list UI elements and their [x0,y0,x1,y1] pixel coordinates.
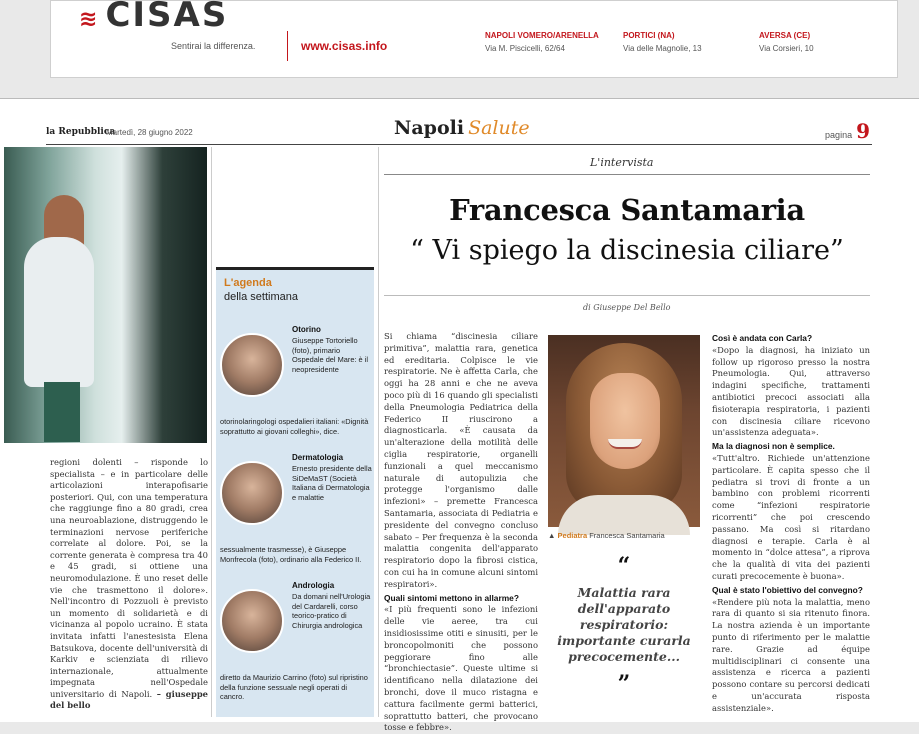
issue-date: Martedì, 28 giugno 2022 [106,128,193,137]
agenda-item [220,581,372,701]
location-city: NAPOLI VOMERO/ARENELLA [485,31,599,40]
paper-name: la Repubblica [46,127,116,137]
cisas-logo [79,0,228,35]
ad-url-link[interactable]: www.cisas.info [301,39,388,53]
agenda-item-tail: diretto da Maurizio Carrino (foto) sul ripristino della funzione sessuale negli operati di cancro. [220,673,368,702]
kicker-rule [384,174,870,175]
article-headline: Francesca Santamaria [449,193,805,227]
ad-location [759,29,814,55]
paragraph: «Tutt'altro. Richiede un'attenzione particolare. È capita spesso che il pediatra si trovi di fronte a un bambino con problemi ricorrenti come “infezioni respiratorie ricorrenti” che poi crescendo passano. Ma così si ritardano diagnosi e terapie. Carla è al momento in “dolce attesa”, a riprova che la qualità di vita dei pazienti curati precocemente è buona». [712,452,870,581]
ad-location [623,29,702,55]
page-number-value: 9 [856,119,870,143]
open-quote-icon: “ [617,553,631,579]
section-subtitle: Salute [468,117,530,139]
location-city: PORTICI (NA) [623,31,675,40]
portrait-photo [548,335,700,527]
page-number [825,119,870,143]
ad-divider [287,31,288,61]
column-divider [211,147,212,717]
section-title [394,117,530,139]
agenda-item-body: Da domani nell'Urologia del Cardarelli, corso teorico-pratico di Chirurgia andrologica [292,592,371,630]
interview-column-c [712,331,870,715]
agenda-item-tail: otorinolaringologi ospedalieri italiani: «Dignità soprattutto ai giovani colleghi», dice. [220,417,369,436]
article-byline: di Giuseppe Del Bello [583,303,671,312]
agenda-item [220,325,372,445]
pull-quote [548,555,700,705]
location-address: Via delle Magnolie, 13 [623,44,702,53]
caption-name: Francesca Santamaria [589,531,665,540]
agenda-subtitle: della settimana [224,291,298,303]
agenda-item-body: Ernesto presidente della SiDeMaST (Società Italiana di Dermatologia e malattie [292,464,372,502]
logo-text: CISAS [105,0,229,35]
agenda-item [220,453,372,573]
section-name: Napoli [394,117,465,139]
location-address: Via M. Piscicelli, 62/64 [485,44,565,53]
agenda-item-heading: Andrologia [292,581,335,590]
paragraph: «Rendere più nota la malattia, meno rara di quanto si sia ritenuto finora. La nostra azienda è un importante punto di riferimento per le malattie rare. Grazie ad équipe multidisciplinari ci consente una assistenza e ricerca a pazienti possono contare su percorsi dedicati e un'accurata risposta assistenziale». [712,596,870,713]
location-address: Via Corsieri, 10 [759,44,814,53]
column-divider [378,147,379,717]
agenda-rule [216,267,374,270]
interview-question: Quali sintomi mettono in allarme? [384,592,519,603]
location-city: AVERSA (CE) [759,31,811,40]
article-subheadline: “ Vi spiego la discinesia ciliare” [410,235,844,266]
advertisement-banner [50,0,898,78]
portrait-shirt [558,495,690,535]
close-quote-icon: ” [617,671,631,697]
byline-rule [384,295,870,296]
photo-caption: ▲ Pediatra Francesca Santamaria [548,531,665,540]
avatar [220,461,284,525]
paragraph: «I più frequenti sono le infezioni delle vie aeree, tra cui insidiosissime otiti e sinusiti, per le broncopolmoniti che possono peggiorare fino alle “bronchiectasie”. Queste ultime si identificano nella dilatazione dei bronchi, dove il muco ristagna e cattura facilmente germi batterici, soprattutto batteri, che provocano tosse e febbre». [384,604,538,733]
portrait-face [590,373,660,469]
interview-question: Così è andata con Carla? [712,333,813,343]
ad-location [485,29,599,55]
article-signature: – giuseppe del bello [50,688,208,711]
photo-figure-legs [44,382,80,442]
paragraph: «Dopo la diagnosi, ha iniziato un follow up rigoroso presso la nostra Pneumologia. Qui, attraverso indagini specifiche, trattamenti antibiotici precoci associati alla fisioterapia respiratoria, i pazienti con discinesia ciliare ricevono un'assistenza adeguata». [712,344,870,438]
avatar [220,333,284,397]
left-article-text [50,457,208,712]
article-body: regioni dolenti – risponde lo specialista – e in particolare delle articolazioni interapofisarie posteriori. Qui, con una temperatura che raggiunge fino a 80 gradi, crea una neuroablazione, distruggendo le terminazioni nervose periferiche correlate al dolore. Poi, se la corrente generata è compresa tra 40 e 45 gradi, si ottiene una neuromodulazione. È uno reset delle vie che trasmettono il dolore». Nell'incontro di Pozzuoli è previsto un momento di solidarietà e di vicinanza al popolo ucraino. È stata invitata infatti l'anestesista Elena Batsukova, docente dell'università di Karkiv e scienziata di rilievo internazionale, attualmente impegnata nell'Ospedale universitario di Napoli. [50,457,208,699]
portrait-smile [608,439,642,449]
interview-column-a [384,331,538,734]
agenda-item-heading: Otorino [292,325,321,334]
paragraph: Si chiama “discinesia ciliare primitiva”, malattia rara, genetica ed ereditaria. Colpisce le vie respiratorie. Ne è affetta Carla, che oggi ha 28 anni e che ne aveva poco più di 16 quando gli specialisti della Pneumologia Pediatrica della Federico II riuscirono a diagnosticarla. «È causata da un'alterazione della motilità delle ciglia respiratorie, organelli funzionali a quel meccanismo naturale di autopulizia che protegge l'organismo dalle infezioni» – premette Francesca Santamaria, associata di Pediatria e presidente del convegno concluso sabato – Per frequenza è la seconda malattia congenita dell'apparato respiratorio dopo la fibrosi cistica, con cui ha in comune alcuni sintomi respiratori». [384,331,538,589]
masthead [46,115,872,145]
agenda-item-body: Giuseppe Tortoriello (foto), primario Ospedale del Mare: è il neopresidente [292,336,368,374]
agenda-item-heading: Dermatologia [292,453,344,462]
pull-quote-text: Malattia rara dell'apparato respiratorio: importante curarla precocemente... [557,585,691,664]
avatar [220,589,284,653]
photo-figure-coat [24,237,94,387]
page-label: pagina [825,130,853,140]
brand-swirl-icon: ≋ [79,7,100,32]
ad-tagline: Sentirai la differenza. [171,41,256,51]
caption-label: Pediatra [557,531,588,540]
agenda-sidebar [216,267,374,717]
agenda-item-tail: sessualmente trasmesse), è Giuseppe Monfrecola (foto), ordinario alla Federico II. [220,545,362,564]
interview-question: Qual è stato l'obiettivo del convegno? [712,584,863,595]
newspaper-page [0,98,919,733]
hospital-corridor-photo [4,147,207,443]
interview-question: Ma la diagnosi non è semplice. [712,441,835,452]
agenda-title: L'agenda [224,277,272,289]
article-kicker: L'intervista [590,156,654,169]
